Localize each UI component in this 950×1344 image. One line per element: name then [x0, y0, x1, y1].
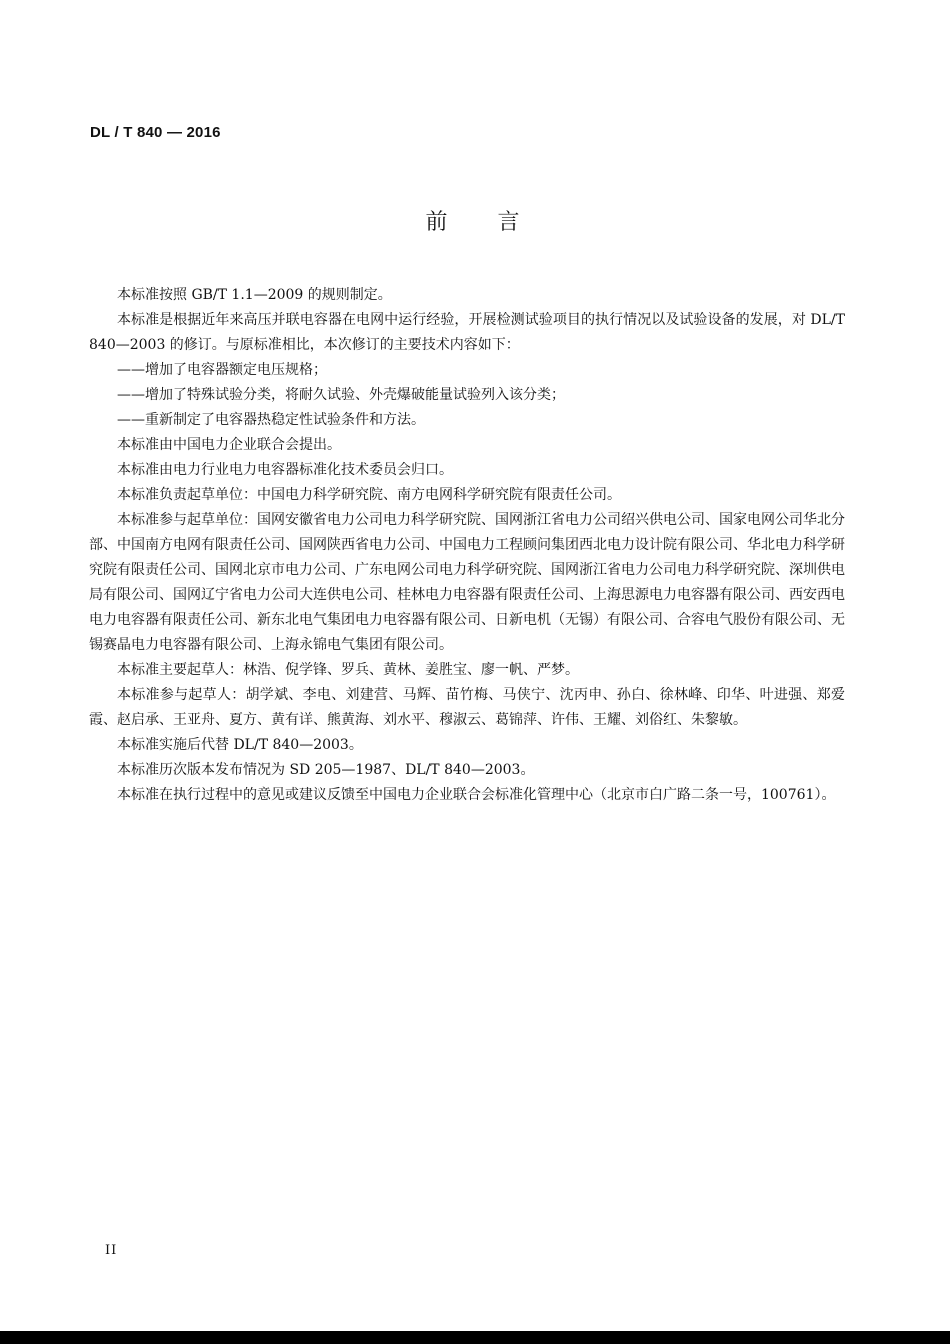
paragraph-main-drafters: 本标准主要起草人：林浩、倪学锋、罗兵、黄林、姜胜宝、廖一帆、严梦。 [117, 662, 579, 678]
paragraph-replaces: 本标准实施后代替 DL/T 840—2003。 [117, 737, 363, 753]
list-item-thermal-stability: ——重新制定了电容器热稳定性试验条件和方法。 [117, 412, 425, 428]
foreword-body [89, 283, 845, 808]
paragraph-feedback: 本标准在执行过程中的意见或建议反馈至中国电力企业联合会标准化管理中心（北京市白广路二条一号，100761）。 [117, 787, 836, 803]
page-number: II [105, 1243, 118, 1258]
paragraph-history: 本标准历次版本发布情况为 SD 205—1987、DL/T 840—2003。 [117, 762, 535, 778]
paragraph-committee: 本标准由电力行业电力电容器标准化技术委员会归口。 [117, 462, 453, 478]
bottom-border [0, 1331, 950, 1344]
paragraph-participating-units: 本标准参与起草单位：国网安徽省电力公司电力科学研究院、国网浙江省电力公司绍兴供电公司、国家电网公司华北分部、中国南方电网有限责任公司、国网陕西省电力公司、中国电力工程顾问集团西北电力设计院有限公司、华北电力科学研究院有限责任公司、国网北京市电力公司、广东电网公司电力科学研究院、国网浙江省电力公司电力科学研究院、深圳供电局有限公司、国网辽宁省电力公司大连供电公司、桂林电力电容器有限责任公司、上海思源电力电容器有限公司、西安西电电力电容器有限责任公司、新东北电气集团电力电容器有限公司、日新电机（无锡）有限公司、合容电气股份有限公司、无锡赛晶电力电容器有限公司、上海永锦电气集团有限公司。 [89, 512, 845, 653]
paragraph-proposer: 本标准由中国电力企业联合会提出。 [117, 437, 341, 453]
paragraph-participating-drafters: 本标准参与起草人：胡学斌、李电、刘建营、马辉、苗竹梅、马侠宁、沈丙申、孙白、徐林峰、印华、叶进强、郑爱霞、赵启承、王亚舟、夏方、黄有详、熊黄海、刘水平、穆淑云、葛锦萍、许伟、王耀、刘俗红、朱黎敏。 [89, 687, 845, 728]
paragraph-rules: 本标准按照 GB/T 1.1—2009 的规则制定。 [117, 287, 392, 303]
list-item-voltage: ——增加了电容器额定电压规格； [117, 362, 327, 378]
paragraph-revision-basis: 本标准是根据近年来高压并联电容器在电网中运行经验，开展检测试验项目的执行情况以及试验设备的发展，对 DL/T 840—2003 的修订。与原标准相比，本次修订的主要技术内容如下： [89, 312, 845, 353]
page-title: 前言 [425, 210, 570, 235]
standard-code: DL / T 840 — 2016 [90, 124, 221, 141]
list-item-special-tests: ——增加了特殊试验分类，将耐久试验、外壳爆破能量试验列入该分类； [117, 387, 565, 403]
paragraph-lead-drafters: 本标准负责起草单位：中国电力科学研究院、南方电网科学研究院有限责任公司。 [117, 487, 621, 503]
